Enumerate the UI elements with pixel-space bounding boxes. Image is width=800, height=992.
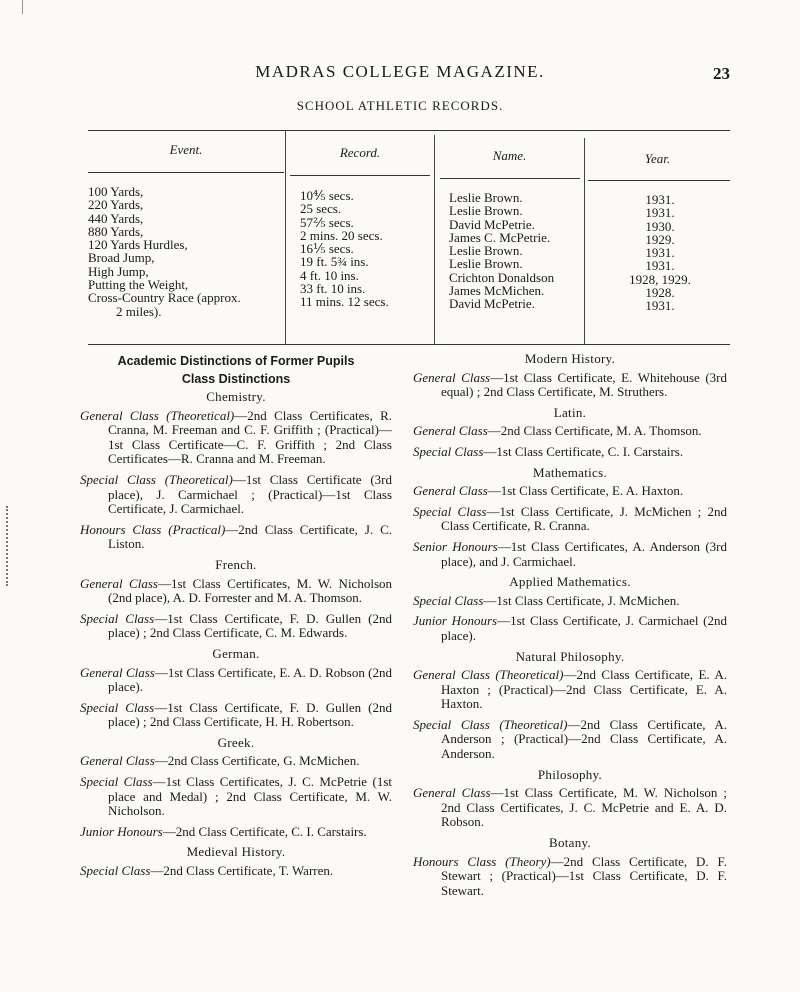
year-cell: 1931. — [645, 205, 675, 221]
entry-text: —2nd Class Certificate, G. McMichen. — [154, 753, 360, 769]
name-cell: James C. McPetrie. — [449, 229, 551, 245]
entry-text: —1st Class Certificate, J. McMichen. — [483, 592, 680, 608]
record-cell: 19 ft. 5¾ ins. — [300, 254, 369, 270]
header-rule-record — [290, 175, 430, 176]
name-cell: Crichton Donaldson — [449, 269, 555, 285]
margin-mark — [6, 506, 22, 586]
record-cell: 4 ft. 10 ins. — [300, 267, 359, 283]
list-item — [80, 864, 392, 879]
entry-text: —1st Class Certificate, E. A. D. Robson (2nd place). — [108, 664, 392, 695]
entry-text: —1st Class Certificate, E. Whitehouse (3rd equal) ; 2nd Class Certificate, M. Struthers. — [441, 369, 728, 400]
column-divider-1 — [285, 130, 286, 344]
class-label: Honours Class (Practical) — [80, 521, 226, 537]
entry-text: —1st Class Certificate (3rd place), J. Carmichael ; (Practical)—1st Class Certificate, J. Carmichael. — [108, 471, 393, 517]
name-cell: David McPetrie. — [449, 296, 535, 312]
name-cell: James McMichen. — [449, 283, 545, 299]
event-cell: 880 Yards, — [88, 223, 144, 239]
list-item — [413, 855, 727, 899]
class-label: General Class (Theoretical) — [80, 407, 235, 423]
section-title-modern-history: Modern History. — [524, 351, 616, 366]
list-item — [80, 409, 392, 467]
list-item — [413, 614, 727, 643]
year-cell: 1930. — [645, 218, 675, 234]
events-column — [88, 185, 241, 318]
section-title-chemistry: Chemistry. — [206, 389, 266, 404]
table-top-rule — [88, 130, 730, 131]
event-cell: Broad Jump, — [88, 250, 155, 266]
year-cell: 1931. — [645, 258, 675, 274]
record-cell: 2 mins. 20 secs. — [300, 227, 383, 243]
class-label: General Class (Theoretical) — [413, 667, 564, 683]
list-item — [413, 445, 727, 460]
list-item — [80, 612, 392, 641]
class-label: Special Class (Theoretical) — [413, 716, 568, 732]
entry-text: —2nd Class Certificate, J. C. Liston. — [108, 521, 392, 552]
year-cell: 1931. — [645, 192, 675, 207]
class-label: Junior Honours — [413, 613, 498, 629]
list-item — [80, 754, 392, 769]
class-label: General Class — [80, 575, 158, 591]
event-cell: Cross-Country Race (approx. — [88, 290, 241, 306]
entry-text: —1st Class Certificates, A. Anderson (3rd place), and J. Carmichael. — [441, 538, 727, 569]
event-cell: Putting the Weight, — [88, 277, 189, 293]
class-label: General Class — [413, 423, 488, 439]
class-label: Special Class — [80, 774, 153, 790]
record-cell: 25 secs. — [300, 201, 342, 217]
event-cell: 220 Yards, — [88, 197, 144, 213]
section-title-philosophy: Philosophy. — [537, 766, 603, 782]
entry-text: —1st Class Certificate, F. D. Gullen (2nd place) ; 2nd Class Certificate, C. M. Edwards. — [108, 610, 392, 641]
entry-text: —1st Class Certificate, J. Carmichael (2nd place). — [441, 613, 727, 643]
entry-text: —1st Class Certificates, M. W. Nicholson (2nd place), A. D. Forrester and M. A. Thomson. — [108, 575, 393, 606]
table-bottom-rule — [88, 344, 730, 345]
list-item — [80, 775, 392, 819]
record-cell: 10⅘ secs. — [300, 188, 354, 203]
column-divider-2 — [434, 135, 435, 344]
section-title-botany: Botany. — [548, 835, 592, 851]
event-cell: 440 Yards, — [88, 210, 144, 226]
header-rule-year — [588, 180, 730, 181]
list-item — [80, 523, 392, 552]
record-cell: 11 mins. 12 secs. — [300, 294, 389, 310]
column-header-year: Year. — [644, 151, 671, 166]
record-cell: 33 ft. 10 ins. — [300, 281, 366, 297]
class-label: Special Class — [80, 863, 151, 879]
class-label: Junior Honours — [80, 823, 163, 839]
section-title-medieval-history: Medieval History. — [186, 844, 286, 860]
list-item — [413, 540, 727, 569]
class-label: General Class — [413, 483, 488, 499]
entry-text: —1st Class Certificate, C. I. Carstairs. — [483, 443, 684, 459]
section-title-mathematics: Mathematics. — [533, 464, 607, 480]
header-rule-event — [88, 172, 284, 173]
entry-text: —1st Class Certificates, J. C. McPetrie (1st place and Medal) ; 2nd Class Certificate, M. W. Nicholson. — [108, 774, 393, 819]
class-label: General Class — [80, 664, 155, 680]
list-item — [80, 701, 392, 730]
page-number: 23 — [713, 64, 730, 83]
class-label: Special Class (Theoretical) — [80, 471, 233, 487]
page-header-title: MADRAS COLLEGE MAGAZINE. — [255, 62, 545, 81]
list-item — [413, 668, 727, 712]
class-label: Special Class — [413, 592, 484, 608]
list-item — [413, 718, 727, 762]
name-cell: David McPetrie. — [449, 216, 535, 232]
year-cell: 1931. — [645, 245, 675, 261]
name-cell: Leslie Brown. — [449, 243, 523, 259]
class-distinctions-heading: Class Distinctions — [181, 372, 291, 386]
event-cell: 120 Yards Hurdles, — [88, 237, 188, 253]
class-label: Special Class — [80, 610, 155, 626]
class-label: General Class — [80, 753, 155, 769]
list-item — [80, 577, 392, 606]
entry-text: —2nd Class Certificates, R. Cranna, M. Freeman and C. F. Griffith ; (Practical)—1st Class Certificate—C. F. Griffith ; 2nd Class Certificates—R. Cranna and M. Freeman. — [108, 407, 392, 467]
entry-text: —2nd Class Certificate, C. I. Carstairs. — [162, 823, 367, 839]
year-cell: 1928, 1929. — [629, 271, 691, 287]
class-label: Senior Honours — [413, 538, 498, 554]
list-item — [80, 666, 392, 695]
class-label: Special Class — [413, 443, 484, 459]
header-rule-name — [440, 178, 580, 179]
class-label: General Class — [413, 369, 491, 385]
class-label: Special Class — [80, 699, 155, 715]
list-item — [413, 424, 727, 439]
list-item — [413, 786, 727, 830]
list-item — [80, 473, 392, 517]
records-title: SCHOOL ATHLETIC RECORDS. — [296, 98, 504, 113]
column-header-name: Name. — [492, 148, 527, 163]
column-header-record: Record. — [339, 145, 381, 160]
entry-text: —1st Class Certificate, J. McMichen ; 2nd Class Certificate, R. Cranna. — [441, 503, 727, 534]
year-cell: 1928. — [645, 285, 675, 301]
name-cell: Leslie Brown. — [449, 190, 523, 205]
name-cell: Leslie Brown. — [449, 203, 523, 219]
list-item — [80, 825, 392, 840]
section-title-natural-philosophy: Natural Philosophy. — [515, 648, 625, 664]
class-label: Special Class — [413, 503, 487, 519]
entry-text: —2nd Class Certificate, A. Anderson ; (Practical)—2nd Class Certificate, A. Anderson. — [441, 716, 727, 762]
list-item — [413, 371, 727, 400]
left-column — [80, 352, 392, 885]
right-column — [413, 352, 727, 904]
records-column — [300, 189, 389, 309]
entry-text: —2nd Class Certificate, M. A. Thomson. — [487, 423, 702, 439]
event-cell: 2 miles). — [116, 303, 162, 319]
names-column — [449, 191, 554, 311]
section-title-french: French. — [215, 556, 257, 572]
event-cell: High Jump, — [88, 263, 149, 279]
name-cell: Leslie Brown. — [449, 256, 523, 272]
entry-text: —2nd Class Certificate, T. Warren. — [150, 863, 334, 879]
class-label: Honours Class (Theory) — [413, 853, 551, 869]
years-column — [600, 193, 720, 313]
section-title-latin: Latin. — [553, 404, 587, 420]
year-cell: 1929. — [645, 231, 675, 247]
event-cell: 100 Yards, — [88, 184, 144, 199]
column-header-event: Event. — [169, 142, 203, 157]
section-title-greek: Greek. — [217, 734, 255, 750]
record-cell: 57⅖ secs. — [300, 214, 354, 230]
entry-text: —2nd Class Certificate, E. A. Haxton ; (Practical)—2nd Class Certificate, E. A. Haxton. — [441, 667, 727, 712]
section-title-applied-mathematics: Applied Mathematics. — [509, 574, 631, 590]
class-label: General Class — [413, 785, 491, 801]
entry-text: —1st Class Certificate, E. A. Haxton. — [487, 483, 684, 499]
entry-text: —2nd Class Certificate, D. F. Stewart ; (Practical)—1st Class Certificate, D. F. Stewart. — [441, 853, 727, 898]
column-divider-3 — [584, 138, 585, 344]
entry-text: —1st Class Certificate, M. W. Nicholson ; 2nd Class Certificates, J. C. McPetrie and E. A. D. Robson. — [441, 785, 727, 830]
year-cell: 1931. — [645, 298, 675, 314]
distinctions-heading: Academic Distinctions of Former Pupils — [117, 354, 355, 368]
list-item — [413, 505, 727, 534]
entry-text: —1st Class Certificate, F. D. Gullen (2nd place) ; 2nd Class Certificate, H. H. Robertson. — [108, 699, 392, 730]
section-title-german: German. — [212, 645, 260, 661]
record-cell: 16⅕ secs. — [300, 241, 354, 257]
binding-mark — [22, 0, 23, 14]
list-item — [413, 484, 727, 499]
list-item — [413, 594, 727, 609]
